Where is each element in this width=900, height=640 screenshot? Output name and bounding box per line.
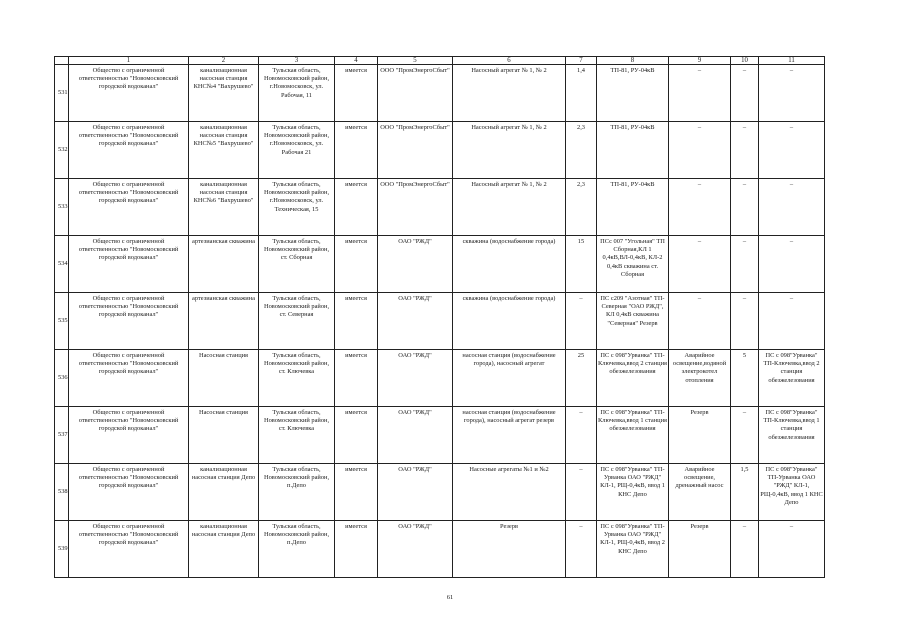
- object-cell: Насосная станция: [189, 407, 259, 464]
- organization-cell: Общество с ограниченной ответственностью "Новомосковский городской водоканал": [69, 179, 189, 236]
- header-cell: 5: [378, 57, 453, 65]
- table-row: [55, 521, 825, 578]
- backup-power-cell: –: [731, 407, 759, 464]
- supplier-cell: ОАО "РЖД": [378, 464, 453, 521]
- organization-cell: Общество с ограниченной ответственностью "Новомосковский городской водоканал": [69, 521, 189, 578]
- backup-equipment-cell: –: [669, 179, 731, 236]
- supplier-cell: ООО "ПромЭнергоСбыт": [378, 65, 453, 122]
- header-cell: 9: [669, 57, 731, 65]
- equipment-cell: скважина (водоснабжение города): [453, 293, 566, 350]
- equipment-cell: Насосный агрегат № 1, № 2: [453, 65, 566, 122]
- backup-equipment-cell: Резерв: [669, 521, 731, 578]
- backup-source-cell: –: [759, 179, 825, 236]
- backup-equipment-cell: Резерв: [669, 407, 731, 464]
- header-cell: 8: [597, 57, 669, 65]
- supplier-cell: ООО "ПромЭнергоСбыт": [378, 122, 453, 179]
- row-number: 535: [55, 293, 69, 350]
- power-source-cell: ПСс 007 "Угольная" ТП Сборная,КЛ 1 0,4кВ,ВЛ-0,4кВ, КЛ-2 0,4кВ скважина ст. Сборная: [597, 236, 669, 293]
- organization-cell: Общество с ограниченной ответственностью "Новомосковский городской водоканал": [69, 464, 189, 521]
- power-cell: 2,3: [566, 179, 597, 236]
- power-source-cell: ПС с 098"Урванка" ТП-Ключевка,ввод 1 станция обезжелезования: [597, 407, 669, 464]
- header-cell: 3: [259, 57, 335, 65]
- backup-equipment-cell: –: [669, 122, 731, 179]
- backup-source-cell: –: [759, 293, 825, 350]
- power-cell: 2,3: [566, 122, 597, 179]
- object-cell: канализационная насосная станция КНС№4 "Вахрушево": [189, 65, 259, 122]
- object-cell: артезианская скважина: [189, 236, 259, 293]
- address-cell: Тульская область, Новомосковский район, г.Новомосковск, ул. Техническая, 15: [259, 179, 335, 236]
- backup-equipment-cell: Аварийное освещение, дренажный насос: [669, 464, 731, 521]
- backup-source-cell: –: [759, 521, 825, 578]
- documentation-cell: имеется: [335, 65, 378, 122]
- organization-cell: Общество с ограниченной ответственностью "Новомосковский городской водоканал": [69, 407, 189, 464]
- documentation-cell: имеется: [335, 236, 378, 293]
- supplier-cell: ОАО "РЖД": [378, 407, 453, 464]
- backup-equipment-cell: –: [669, 293, 731, 350]
- address-cell: Тульская область, Новомосковский район, п.Депо: [259, 521, 335, 578]
- row-number: 539: [55, 521, 69, 578]
- object-cell: канализационная насосная станция Депо: [189, 521, 259, 578]
- table-row: [55, 65, 825, 122]
- backup-source-cell: ПС с 098"Урванка" ТП-Урванка ОАО "РЖД" КЛ-1, РЩ-0,4кВ, ввод 1 КНС Депо: [759, 464, 825, 521]
- row-number: 537: [55, 407, 69, 464]
- backup-source-cell: –: [759, 122, 825, 179]
- table-row: [55, 179, 825, 236]
- row-number: 534: [55, 236, 69, 293]
- organization-cell: Общество с ограниченной ответственностью "Новомосковский городской водоканал": [69, 293, 189, 350]
- header-cell: 1: [69, 57, 189, 65]
- header-cell: 2: [189, 57, 259, 65]
- backup-power-cell: –: [731, 65, 759, 122]
- header-cell: 11: [759, 57, 825, 65]
- power-cell: 15: [566, 236, 597, 293]
- power-cell: –: [566, 521, 597, 578]
- object-cell: артезианская скважина: [189, 293, 259, 350]
- documentation-cell: имеется: [335, 122, 378, 179]
- backup-source-cell: ПС с 098"Урванка" ТП-Ключевка,ввод 2 станция обезжелезования: [759, 350, 825, 407]
- organization-cell: Общество с ограниченной ответственностью "Новомосковский городской водоканал": [69, 350, 189, 407]
- object-cell: канализационная насосная станция Депо: [189, 464, 259, 521]
- address-cell: Тульская область, Новомосковский район, ст. Северная: [259, 293, 335, 350]
- power-source-cell: ТП-81, РУ-04кВ: [597, 179, 669, 236]
- supplier-cell: ООО "ПромЭнергоСбыт": [378, 179, 453, 236]
- row-number: 536: [55, 350, 69, 407]
- address-cell: Тульская область, Новомосковский район, ст. Ключевка: [259, 407, 335, 464]
- documentation-cell: имеется: [335, 179, 378, 236]
- power-source-cell: ПС с 098"Урванка" ТП-Ключевка,ввод 2 станция обезжелезования: [597, 350, 669, 407]
- table-row: [55, 236, 825, 293]
- backup-power-cell: –: [731, 179, 759, 236]
- backup-source-cell: –: [759, 65, 825, 122]
- row-number: 533: [55, 179, 69, 236]
- supplier-cell: ОАО "РЖД": [378, 521, 453, 578]
- address-cell: Тульская область, Новомосковский район, ст. Ключевка: [259, 350, 335, 407]
- object-cell: канализационная насосная станция КНС№5 "Вахрушево": [189, 122, 259, 179]
- table-row: [55, 122, 825, 179]
- power-source-cell: ПС с 098"Урванка" ТП-Урванка ОАО "РЖД" КЛ-1, РЩ-0,4кВ, ввод 2 КНС Депо: [597, 521, 669, 578]
- documentation-cell: имеется: [335, 521, 378, 578]
- address-cell: Тульская область, Новомосковский район, ст. Сборная: [259, 236, 335, 293]
- documentation-cell: имеется: [335, 407, 378, 464]
- header-cell-blank: [55, 57, 69, 65]
- power-cell: –: [566, 407, 597, 464]
- power-source-cell: ПС с 098"Урванка" ТП-Урванка ОАО "РЖД" КЛ-1, РЩ-0,4кВ, ввод 1 КНС Депо: [597, 464, 669, 521]
- object-cell: Насосная станция: [189, 350, 259, 407]
- data-table: [54, 56, 825, 578]
- row-number: 532: [55, 122, 69, 179]
- equipment-cell: Насосный агрегат № 1, № 2: [453, 179, 566, 236]
- equipment-cell: Резерв: [453, 521, 566, 578]
- power-source-cell: ТП-81, РУ-04кВ: [597, 65, 669, 122]
- backup-power-cell: 5: [731, 350, 759, 407]
- backup-power-cell: –: [731, 293, 759, 350]
- backup-source-cell: ПС с 098"Урванка" ТП-Ключевка,ввод 1 станция обезжелезования: [759, 407, 825, 464]
- power-cell: –: [566, 293, 597, 350]
- object-cell: канализационная насосная станция КНС№6 "Вахрушево": [189, 179, 259, 236]
- documentation-cell: имеется: [335, 350, 378, 407]
- address-cell: Тульская область, Новомосковский район, г.Новомосковск, ул. Рабочая 21: [259, 122, 335, 179]
- backup-equipment-cell: –: [669, 65, 731, 122]
- backup-power-cell: –: [731, 236, 759, 293]
- equipment-cell: Насосный агрегат № 1, № 2: [453, 122, 566, 179]
- documentation-cell: имеется: [335, 293, 378, 350]
- supplier-cell: ОАО "РЖД": [378, 236, 453, 293]
- header-cell: 4: [335, 57, 378, 65]
- power-cell: 25: [566, 350, 597, 407]
- address-cell: Тульская область, Новомосковский район, г.Новомосковск, ул. Рабочая, 11: [259, 65, 335, 122]
- organization-cell: Общество с ограниченной ответственностью "Новомосковский городской водоканал": [69, 236, 189, 293]
- header-row: [55, 57, 825, 65]
- table-row: [55, 407, 825, 464]
- header-cell: 7: [566, 57, 597, 65]
- row-number: 531: [55, 65, 69, 122]
- equipment-cell: насосная станция (водоснабжение города), насосный агрегат резерв: [453, 407, 566, 464]
- power-cell: –: [566, 464, 597, 521]
- table-row: [55, 464, 825, 521]
- power-cell: 1,4: [566, 65, 597, 122]
- backup-power-cell: –: [731, 521, 759, 578]
- organization-cell: Общество с ограниченной ответственностью "Новомосковский городской водоканал": [69, 65, 189, 122]
- organization-cell: Общество с ограниченной ответственностью "Новомосковский городской водоканал": [69, 122, 189, 179]
- equipment-cell: Насосные агрегаты №1 и №2: [453, 464, 566, 521]
- supplier-cell: ОАО "РЖД": [378, 350, 453, 407]
- backup-equipment-cell: Аварийное освещение,водяной электрокотел отопления: [669, 350, 731, 407]
- backup-source-cell: –: [759, 236, 825, 293]
- equipment-cell: скважина (водоснабжение города): [453, 236, 566, 293]
- documentation-cell: имеется: [335, 464, 378, 521]
- page-number: 61: [446, 594, 454, 601]
- backup-power-cell: 1,5: [731, 464, 759, 521]
- header-cell: 6: [453, 57, 566, 65]
- power-source-cell: ТП-81, РУ-04кВ: [597, 122, 669, 179]
- address-cell: Тульская область, Новомосковский район, п.Депо: [259, 464, 335, 521]
- row-number: 538: [55, 464, 69, 521]
- table-row: [55, 293, 825, 350]
- table-row: [55, 350, 825, 407]
- backup-equipment-cell: –: [669, 236, 731, 293]
- supplier-cell: ОАО "РЖД": [378, 293, 453, 350]
- power-source-cell: ПС с209 "Азотная" ТП-Северная "ОАО РЖД", КЛ 0,4кВ скважина "Северная" Резерв: [597, 293, 669, 350]
- header-cell: 10: [731, 57, 759, 65]
- backup-power-cell: –: [731, 122, 759, 179]
- equipment-cell: насосная станция (водоснабжение города), насосный агрегат: [453, 350, 566, 407]
